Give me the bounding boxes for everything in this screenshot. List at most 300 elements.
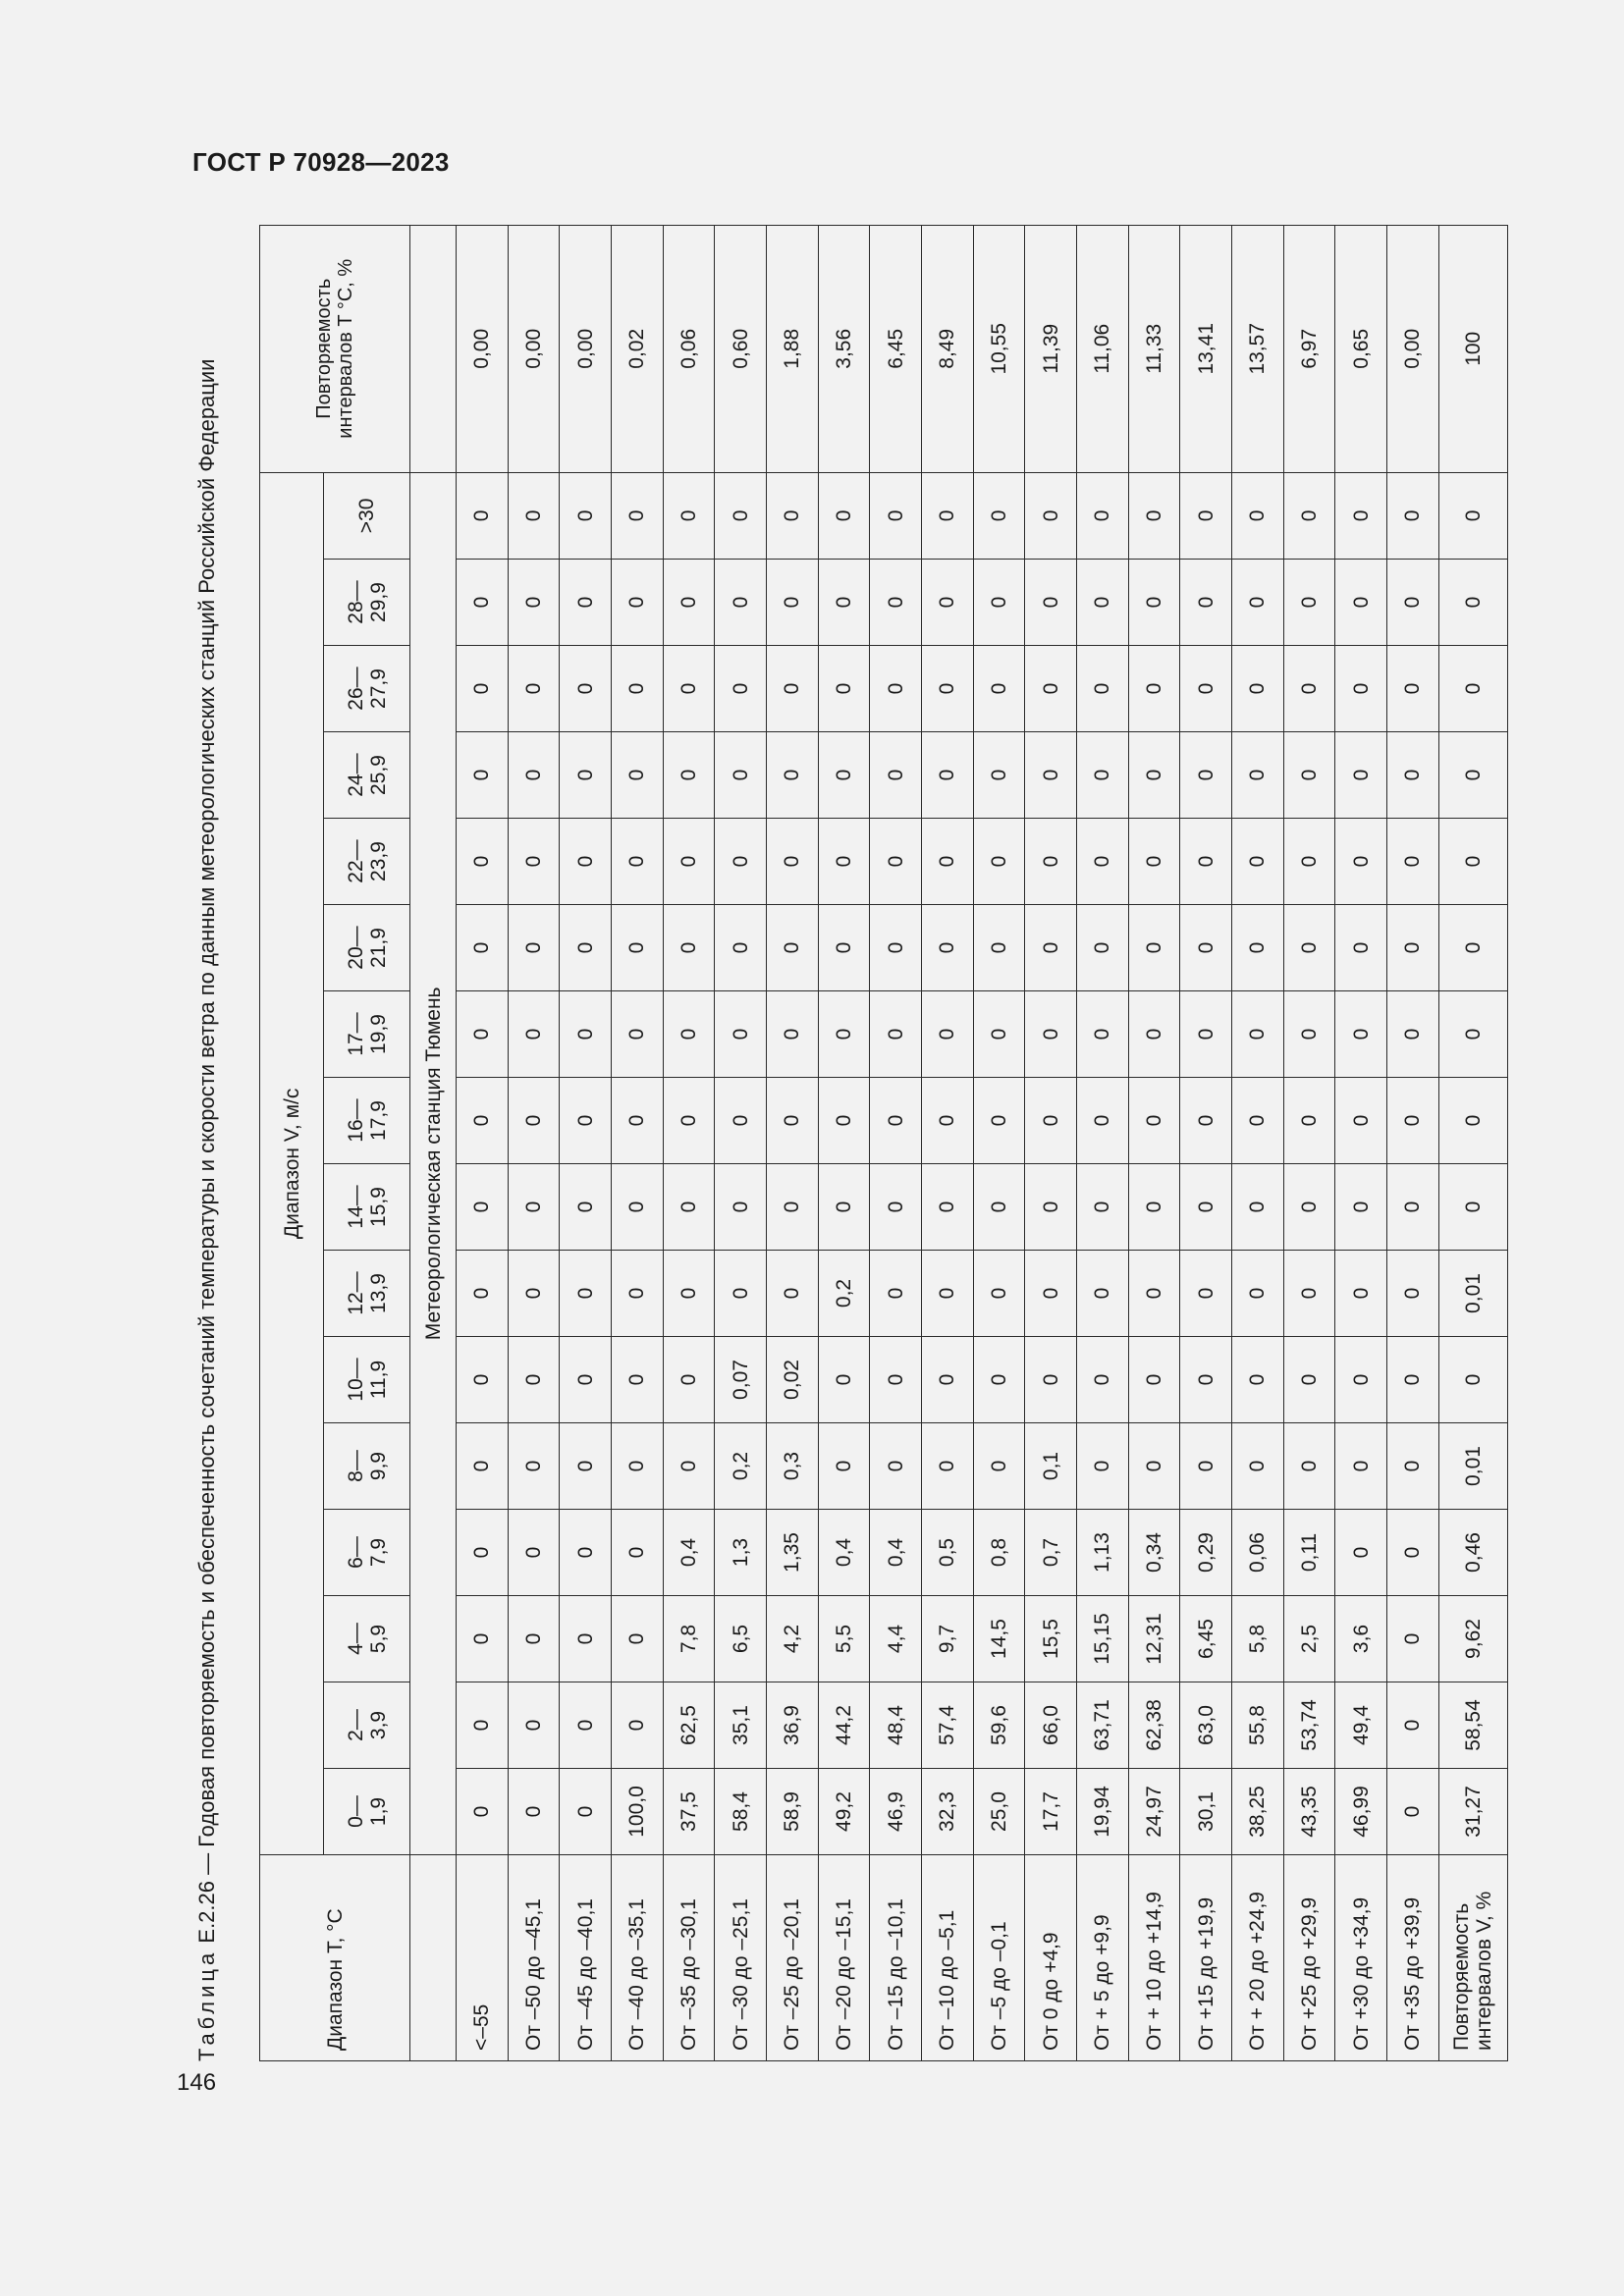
- table-cell: 0: [1386, 560, 1438, 646]
- row-label: От –25 до –20,1: [767, 1855, 819, 2061]
- table-cell: 0: [1438, 1164, 1507, 1251]
- table-cell: 0: [1386, 1682, 1438, 1769]
- row-label: От –40 до –35,1: [612, 1855, 664, 2061]
- table-cell: 4,4: [870, 1596, 922, 1682]
- table-cell: 0: [612, 905, 664, 991]
- table-cell: 0: [663, 1164, 715, 1251]
- table-cell: 0: [457, 1682, 509, 1769]
- table-cell: 1,35: [767, 1510, 819, 1596]
- table-cell: 0: [612, 1510, 664, 1596]
- table-cell: 0,8: [973, 1510, 1025, 1596]
- table-cell: 0: [818, 819, 870, 905]
- table-cell: 0: [715, 472, 767, 559]
- rotated-table-block: [192, 226, 1508, 2061]
- table-cell: 0: [1438, 560, 1507, 646]
- row-repeat-value: 6,97: [1283, 225, 1335, 472]
- table-cell: 0: [1335, 991, 1387, 1078]
- table-cell: 0: [1025, 732, 1077, 819]
- table-cell: 0: [560, 1337, 612, 1423]
- document-code: ГОСТ Р 70928—2023: [192, 147, 450, 177]
- table-cell: 0: [1128, 1164, 1180, 1251]
- table-cell: 0: [663, 1078, 715, 1164]
- table-cell: 0: [715, 732, 767, 819]
- table-cell: 0: [922, 1251, 974, 1337]
- table-cell: 0: [612, 1078, 664, 1164]
- table-cell: 0: [922, 819, 974, 905]
- table-cell: 0: [1438, 732, 1507, 819]
- table-row: [1283, 225, 1335, 2060]
- table-cell: 0: [1231, 905, 1283, 991]
- row-label: От –10 до –5,1: [922, 1855, 974, 2061]
- table-cell: 2,5: [1283, 1596, 1335, 1682]
- row-repeat-value: 3,56: [818, 225, 870, 472]
- caption-label: Таблица: [194, 1949, 219, 2061]
- table-cell: 0: [1335, 1078, 1387, 1164]
- table-cell: 0,29: [1180, 1510, 1232, 1596]
- row-label: От –35 до –30,1: [663, 1855, 715, 2061]
- table-cell: 0: [663, 1423, 715, 1510]
- table-cell: 58,4: [715, 1769, 767, 1855]
- table-cell: 58,9: [767, 1769, 819, 1855]
- table-cell: 35,1: [715, 1682, 767, 1769]
- table-cell: 0,11: [1283, 1510, 1335, 1596]
- table-cell: 0: [508, 1423, 560, 1510]
- table-cell: 0: [973, 732, 1025, 819]
- table-cell: 0: [1283, 1423, 1335, 1510]
- row-label: От +30 до +34,9: [1335, 1855, 1387, 2061]
- station-name: Метеорологическая станция Тюмень: [410, 472, 457, 1854]
- row-label: От + 10 до +14,9: [1128, 1855, 1180, 2061]
- table-cell: 0: [1438, 1337, 1507, 1423]
- table-cell: 0: [560, 646, 612, 732]
- table-cell: 0: [1438, 646, 1507, 732]
- row-label: От +15 до +19,9: [1180, 1855, 1232, 2061]
- table-cell: 0: [1180, 819, 1232, 905]
- table-cell: 0: [508, 1078, 560, 1164]
- table-cell: 12,31: [1128, 1596, 1180, 1682]
- table-cell: 0: [1386, 1769, 1438, 1855]
- table-cell: 0: [1335, 905, 1387, 991]
- row-label: От –20 до –15,1: [818, 1855, 870, 2061]
- table-cell: 0: [767, 646, 819, 732]
- table-cell: 3,6: [1335, 1596, 1387, 1682]
- table-cell: 0: [560, 1423, 612, 1510]
- row-label: От –50 до –45,1: [508, 1855, 560, 2061]
- table-cell: 0: [508, 905, 560, 991]
- table-cell: 0: [715, 1164, 767, 1251]
- table-cell: 0: [508, 646, 560, 732]
- table-cell: 0: [560, 1078, 612, 1164]
- row-label: <–55: [457, 1855, 509, 2061]
- table-cell: 0: [1077, 1423, 1129, 1510]
- table-cell: 0: [1386, 991, 1438, 1078]
- table-cell: 0: [1283, 560, 1335, 646]
- table-row: [922, 225, 974, 2060]
- table-row: [560, 225, 612, 2060]
- table-cell: 0: [767, 819, 819, 905]
- table-cell: 0: [767, 905, 819, 991]
- table-cell: 0: [870, 1078, 922, 1164]
- table-row: [1335, 225, 1387, 2060]
- table-cell: 0: [1231, 646, 1283, 732]
- table-cell: 0: [1077, 1251, 1129, 1337]
- table-row: [508, 225, 560, 2060]
- table-cell: 38,25: [1231, 1769, 1283, 1855]
- table-cell: 0: [1283, 1337, 1335, 1423]
- table-cell: 31,27: [1438, 1769, 1507, 1855]
- table-cell: 0: [663, 991, 715, 1078]
- table-row: [663, 225, 715, 2060]
- table-cell: 0: [457, 905, 509, 991]
- table-cell: 0: [870, 1164, 922, 1251]
- row-repeat-value: 0,00: [508, 225, 560, 472]
- table-cell: 0: [1025, 1337, 1077, 1423]
- table-cell: 0: [870, 646, 922, 732]
- table-cell: 0: [1386, 1596, 1438, 1682]
- table-row: [1438, 225, 1507, 2060]
- table-row: [1180, 225, 1232, 2060]
- temp-range-header: Диапазон T, °С: [260, 1855, 410, 2061]
- table-cell: 0: [663, 646, 715, 732]
- table-cell: 0: [612, 1682, 664, 1769]
- table-cell: 0: [1386, 646, 1438, 732]
- table-cell: 5,5: [818, 1596, 870, 1682]
- row-repeat-value: 8,49: [922, 225, 974, 472]
- table-cell: 0: [560, 1682, 612, 1769]
- table-cell: 24,97: [1128, 1769, 1180, 1855]
- table-cell: 15,5: [1025, 1596, 1077, 1682]
- table-cell: 48,4: [870, 1682, 922, 1769]
- speed-range-col-header: 20— 21,9: [324, 905, 410, 991]
- table-cell: 0: [508, 1337, 560, 1423]
- speed-range-col-header: 28— 29,9: [324, 560, 410, 646]
- table-cell: 0: [1180, 1337, 1232, 1423]
- table-cell: 0: [1386, 1423, 1438, 1510]
- table-cell: 0: [508, 732, 560, 819]
- table-cell: 0,7: [1025, 1510, 1077, 1596]
- table-cell: 0: [612, 646, 664, 732]
- table-cell: 55,8: [1231, 1682, 1283, 1769]
- table-cell: 0,01: [1438, 1423, 1507, 1510]
- table-cell: 62,38: [1128, 1682, 1180, 1769]
- table-cell: 0: [1283, 472, 1335, 559]
- table-cell: 0: [922, 1164, 974, 1251]
- table-cell: 0: [922, 1423, 974, 1510]
- table-cell: 6,45: [1180, 1596, 1232, 1682]
- table-cell: 0: [973, 1078, 1025, 1164]
- table-cell: 0: [870, 472, 922, 559]
- row-label: От +25 до +29,9: [1283, 1855, 1335, 2061]
- table-cell: 63,71: [1077, 1682, 1129, 1769]
- table-cell: 0: [1180, 1423, 1232, 1510]
- table-cell: 0: [1335, 1423, 1387, 1510]
- row-repeat-value: 100: [1438, 225, 1507, 472]
- table-cell: 0,2: [715, 1423, 767, 1510]
- table-cell: 0: [767, 560, 819, 646]
- row-label: Повторяемость интервалов V, %: [1438, 1855, 1507, 2061]
- table-cell: 0: [1025, 819, 1077, 905]
- table-cell: 0: [973, 991, 1025, 1078]
- table-cell: 0: [767, 732, 819, 819]
- table-cell: 0: [870, 1251, 922, 1337]
- table-cell: 0: [973, 819, 1025, 905]
- table-cell: 63,0: [1180, 1682, 1232, 1769]
- table-cell: 0: [818, 905, 870, 991]
- table-cell: 57,4: [922, 1682, 974, 1769]
- table-cell: 0: [1128, 560, 1180, 646]
- table-cell: 0: [1077, 991, 1129, 1078]
- table-cell: 0: [1438, 472, 1507, 559]
- table-cell: 0: [1231, 472, 1283, 559]
- table-cell: 0: [715, 991, 767, 1078]
- table-cell: 0: [1025, 646, 1077, 732]
- table-cell: 14,5: [973, 1596, 1025, 1682]
- table-cell: 0,46: [1438, 1510, 1507, 1596]
- table-cell: 0: [560, 1596, 612, 1682]
- table-cell: 0: [818, 1164, 870, 1251]
- row-repeat-value: 11,39: [1025, 225, 1077, 472]
- table-cell: 0: [457, 1078, 509, 1164]
- table-cell: 0: [1283, 646, 1335, 732]
- table-cell: 0: [1128, 1251, 1180, 1337]
- table-cell: 0: [1077, 819, 1129, 905]
- table-cell: 19,94: [1077, 1769, 1129, 1855]
- table-cell: 0: [1025, 1078, 1077, 1164]
- table-cell: 0: [457, 1510, 509, 1596]
- row-repeat-value: 0,00: [560, 225, 612, 472]
- table-cell: 15,15: [1077, 1596, 1129, 1682]
- row-repeat-value: 11,06: [1077, 225, 1129, 472]
- table-cell: 0: [1438, 819, 1507, 905]
- table-cell: 0: [1025, 1164, 1077, 1251]
- row-label: От –5 до –0,1: [973, 1855, 1025, 2061]
- table-cell: 0: [1335, 1337, 1387, 1423]
- table-cell: 0,3: [767, 1423, 819, 1510]
- station-right-cell: [410, 225, 457, 472]
- table-cell: 0: [1128, 646, 1180, 732]
- speed-range-col-header: 14— 15,9: [324, 1164, 410, 1251]
- table-row: [457, 225, 509, 2060]
- table-cell: 0: [1438, 1078, 1507, 1164]
- table-cell: 0: [1128, 991, 1180, 1078]
- table-cell: 0: [1077, 646, 1129, 732]
- table-cell: 0: [1386, 1337, 1438, 1423]
- table-cell: 0: [1077, 732, 1129, 819]
- table-cell: 0: [1438, 905, 1507, 991]
- table-cell: 0: [560, 560, 612, 646]
- speed-range-header: Диапазон V, м/с: [260, 472, 324, 1854]
- table-cell: 66,0: [1025, 1682, 1077, 1769]
- speed-range-col-header: 6— 7,9: [324, 1510, 410, 1596]
- table-cell: 0: [663, 905, 715, 991]
- table-cell: 46,9: [870, 1769, 922, 1855]
- row-repeat-value: 0,00: [457, 225, 509, 472]
- table-cell: 7,8: [663, 1596, 715, 1682]
- table-cell: 0: [1077, 905, 1129, 991]
- table-cell: 1,3: [715, 1510, 767, 1596]
- table-cell: 0: [973, 472, 1025, 559]
- table-cell: 0: [457, 646, 509, 732]
- table-cell: 0: [1180, 1164, 1232, 1251]
- table-cell: 1,13: [1077, 1510, 1129, 1596]
- speed-range-col-header: 26— 27,9: [324, 646, 410, 732]
- table-cell: 0: [457, 1423, 509, 1510]
- table-cell: 0: [715, 646, 767, 732]
- table-cell: 0: [767, 1078, 819, 1164]
- table-cell: 0: [1283, 1078, 1335, 1164]
- table-row: [870, 225, 922, 2060]
- table-row: [715, 225, 767, 2060]
- row-label: От + 5 до +9,9: [1077, 1855, 1129, 2061]
- table-cell: 0: [560, 732, 612, 819]
- table-cell: 0: [767, 1251, 819, 1337]
- table-cell: 0: [612, 991, 664, 1078]
- table-cell: 0: [818, 1078, 870, 1164]
- table-cell: 0: [1335, 646, 1387, 732]
- table-cell: 0: [767, 1164, 819, 1251]
- row-label: От +35 до +39,9: [1386, 1855, 1438, 2061]
- table-cell: 0: [1231, 1164, 1283, 1251]
- table-cell: 0: [1386, 1251, 1438, 1337]
- row-repeat-value: 13,41: [1180, 225, 1232, 472]
- row-label: От –45 до –40,1: [560, 1855, 612, 2061]
- table-row: [767, 225, 819, 2060]
- table-row: [612, 225, 664, 2060]
- table-cell: 0: [663, 472, 715, 559]
- table-cell: 0: [612, 1423, 664, 1510]
- table-cell: 0: [1128, 905, 1180, 991]
- table-cell: 32,3: [922, 1769, 974, 1855]
- table-cell: 30,1: [1180, 1769, 1232, 1855]
- table-cell: 43,35: [1283, 1769, 1335, 1855]
- table-cell: 0: [612, 1337, 664, 1423]
- caption-text: — Годовая повторяемость и обеспеченность сочетаний температуры и скорости ветра по данным метеорологических станций Российской Федерации: [194, 358, 219, 1881]
- table-cell: 6,5: [715, 1596, 767, 1682]
- table-cell: 0: [767, 991, 819, 1078]
- table-cell: 0: [870, 732, 922, 819]
- table-cell: 0: [1180, 1078, 1232, 1164]
- table-cell: 0: [1180, 991, 1232, 1078]
- table-cell: 0: [612, 732, 664, 819]
- table-cell: 44,2: [818, 1682, 870, 1769]
- table-cell: 0: [870, 819, 922, 905]
- table-cell: 0: [1231, 732, 1283, 819]
- table-cell: 0: [612, 1251, 664, 1337]
- table-cell: 0: [457, 1337, 509, 1423]
- row-label: От –15 до –10,1: [870, 1855, 922, 2061]
- wind-temperature-table: [259, 225, 1508, 2061]
- table-row: [973, 225, 1025, 2060]
- table-cell: 9,7: [922, 1596, 974, 1682]
- table-cell: 49,4: [1335, 1682, 1387, 1769]
- table-cell: 0: [1283, 991, 1335, 1078]
- table-cell: 0: [1128, 472, 1180, 559]
- table-cell: 0: [1386, 905, 1438, 991]
- table-cell: 58,54: [1438, 1682, 1507, 1769]
- speed-range-col-header: 8— 9,9: [324, 1423, 410, 1510]
- table-cell: 46,99: [1335, 1769, 1387, 1855]
- table-cell: 0: [1335, 560, 1387, 646]
- table-cell: 100,0: [612, 1769, 664, 1855]
- table-cell: 0: [1180, 646, 1232, 732]
- table-cell: 0: [922, 991, 974, 1078]
- table-cell: 0: [560, 819, 612, 905]
- table-cell: 0: [1386, 1164, 1438, 1251]
- row-repeat-value: 0,06: [663, 225, 715, 472]
- table-cell: 5,8: [1231, 1596, 1283, 1682]
- table-cell: 59,6: [973, 1682, 1025, 1769]
- row-label: От 0 до +4,9: [1025, 1855, 1077, 2061]
- table-cell: 0: [715, 1078, 767, 1164]
- table-cell: 0: [1025, 991, 1077, 1078]
- table-cell: 0: [715, 1251, 767, 1337]
- table-cell: 0: [1180, 472, 1232, 559]
- speed-range-col-header: 24— 25,9: [324, 732, 410, 819]
- table-cell: 0,06: [1231, 1510, 1283, 1596]
- table-cell: 0: [767, 472, 819, 559]
- table-cell: 0: [818, 1337, 870, 1423]
- table-cell: 0: [663, 1337, 715, 1423]
- table-cell: 0: [1077, 1164, 1129, 1251]
- table-cell: 62,5: [663, 1682, 715, 1769]
- speed-range-col-header: 12— 13,9: [324, 1251, 410, 1337]
- table-cell: 0: [1386, 472, 1438, 559]
- table-cell: 0: [1283, 732, 1335, 819]
- table-cell: 0: [818, 646, 870, 732]
- table-cell: 0: [1077, 1337, 1129, 1423]
- table-cell: 0: [508, 560, 560, 646]
- table-cell: 0: [612, 1164, 664, 1251]
- table-cell: 0,01: [1438, 1251, 1507, 1337]
- table-cell: 0: [508, 1510, 560, 1596]
- table-cell: 0: [560, 905, 612, 991]
- speed-range-col-header: 17— 19,9: [324, 991, 410, 1078]
- table-cell: 0: [457, 1596, 509, 1682]
- table-cell: 0: [1128, 1337, 1180, 1423]
- table-cell: 0: [508, 1769, 560, 1855]
- table-cell: 0: [560, 1164, 612, 1251]
- table-cell: 0: [973, 560, 1025, 646]
- table-cell: 0: [612, 819, 664, 905]
- table-cell: 0,2: [818, 1251, 870, 1337]
- table-cell: 0: [818, 1423, 870, 1510]
- table-cell: 0,1: [1025, 1423, 1077, 1510]
- table-cell: 0: [1025, 472, 1077, 559]
- speed-range-col-header: 2— 3,9: [324, 1682, 410, 1769]
- row-repeat-value: 11,33: [1128, 225, 1180, 472]
- table-cell: 0: [922, 472, 974, 559]
- table-cell: 0: [508, 472, 560, 559]
- row-repeat-value: 0,65: [1335, 225, 1387, 472]
- table-cell: 0: [1386, 819, 1438, 905]
- table-cell: 0: [1128, 1078, 1180, 1164]
- table-cell: 0: [1231, 1251, 1283, 1337]
- table-cell: 0: [1025, 560, 1077, 646]
- row-repeat-value: 6,45: [870, 225, 922, 472]
- table-cell: 0: [457, 1251, 509, 1337]
- table-cell: 0: [1386, 1510, 1438, 1596]
- table-cell: 37,5: [663, 1769, 715, 1855]
- table-cell: 0: [508, 1251, 560, 1337]
- table-cell: 0: [560, 1251, 612, 1337]
- table-cell: 0: [1231, 991, 1283, 1078]
- table-cell: 0: [508, 819, 560, 905]
- table-cell: 0: [1180, 732, 1232, 819]
- table-cell: 0: [870, 1423, 922, 1510]
- table-row: [1128, 225, 1180, 2060]
- table-cell: 0: [1438, 991, 1507, 1078]
- table-cell: 0: [560, 1510, 612, 1596]
